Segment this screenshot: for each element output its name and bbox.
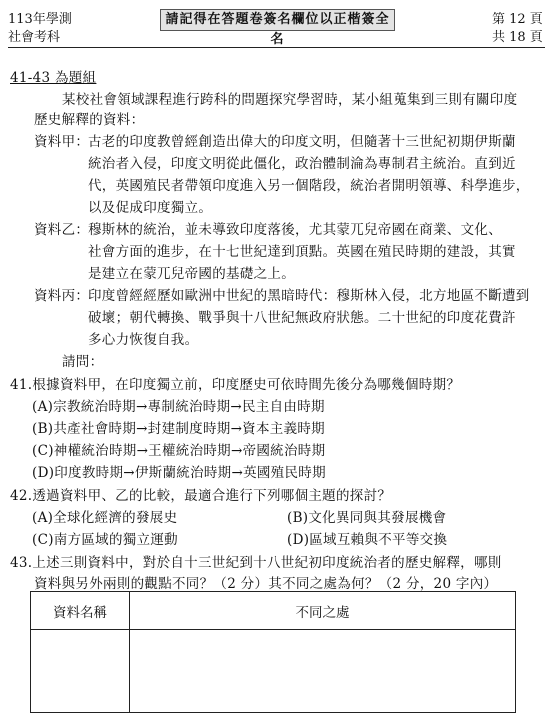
- subject-label: 社會考科: [8, 30, 61, 45]
- q41-option-c[interactable]: (C)神權統治時期→王權統治時期→帝國統治時期: [32, 443, 326, 459]
- q43-stem-line-2: 資料與另外兩則的觀點不同？（2 分）其不同之處為何？（2 分，20 字內）: [34, 576, 498, 592]
- source-b-label: 資料乙：: [34, 222, 90, 238]
- source-a-line: 以及促成印度獨立。: [88, 200, 213, 216]
- source-c-line: 破壞；朝代轉換、戰爭與十八世紀無政府狀態。二十世紀的印度花費許: [88, 310, 516, 326]
- q43-stem-line-1: 43.上述三則資料中，對於自十三世紀到十八世紀初印度統治者的歷史解釋，哪則: [10, 555, 502, 571]
- source-b-line: 是建立在蒙兀兒帝國的基礎之上。: [88, 266, 295, 282]
- question-group-label: 41-43 為題組: [10, 70, 97, 86]
- q42-stem: 42.透過資料甲、乙的比較，最適合進行下列哪個主題的探討？: [10, 488, 392, 504]
- exam-year-label: 113年學測: [8, 12, 72, 27]
- page-total: 共 18 頁: [492, 30, 543, 45]
- source-c-label: 資料丙：: [34, 288, 90, 304]
- source-b-line: 社會方面的進步，在十七世紀達到頂點。英國在殖民時期的建設，其實: [88, 244, 516, 260]
- q42-option-d[interactable]: (D)區域互賴與不平等交換: [287, 532, 448, 548]
- source-a-label: 資料甲：: [34, 134, 90, 150]
- source-b-line: 穆斯林的統治，並未導致印度落後，尤其蒙兀兒帝國在商業、文化、: [88, 222, 502, 238]
- answer-cell-source-name[interactable]: [31, 630, 130, 713]
- q41-option-d[interactable]: (D)印度教時期→伊斯蘭統治時期→英國殖民時期: [32, 465, 326, 481]
- q41-stem: 41.根據資料甲，在印度獨立前，印度歷史可依時間先後分為哪幾個時期？: [10, 377, 461, 393]
- col-header-difference: 不同之處: [130, 592, 516, 630]
- q41-option-b[interactable]: (B)共產社會時期→封建制度時期→資本主義時期: [32, 421, 325, 437]
- ask-label: 請問：: [62, 354, 104, 370]
- source-c-line: 印度曾經經歷如歐洲中世紀的黑暗時代：穆斯林入侵，北方地區不斷遭到: [88, 288, 530, 304]
- col-header-source-name: 資料名稱: [31, 592, 130, 630]
- source-a-line: 代，英國殖民者帶領印度進入另一個階段，統治者開明領導、科學進步，: [88, 178, 530, 194]
- q42-option-b[interactable]: (B)文化異同與其發展機會: [287, 510, 447, 526]
- q42-option-c[interactable]: (C)南方區域的獨立運動: [32, 532, 178, 548]
- source-a-line: 古老的印度教曾經創造出偉大的印度文明，但隨著十三世紀初期伊斯蘭: [88, 134, 516, 150]
- answer-table: [30, 591, 516, 713]
- source-c-line: 多心力恢復自我。: [88, 332, 199, 348]
- page-number: 第 12 頁: [492, 12, 543, 27]
- q42-option-a[interactable]: (A)全球化經濟的發展史: [32, 510, 178, 526]
- intro-line-2: 歷史解釋的資料：: [34, 112, 145, 128]
- signature-notice: 請記得在答題卷簽名欄位以正楷簽全名: [160, 9, 395, 31]
- header-divider: [8, 47, 545, 48]
- answer-cell-difference[interactable]: [130, 630, 516, 713]
- q41-option-a[interactable]: (A)宗教統治時期→專制統治時期→民主自由時期: [32, 399, 325, 415]
- intro-line-1: 某校社會領域課程進行跨科的問題探究學習時，某小組蒐集到三則有關印度: [62, 92, 518, 108]
- source-a-line: 統治者入侵，印度文明從此僵化，政治體制淪為專制君主統治。直到近: [88, 156, 516, 172]
